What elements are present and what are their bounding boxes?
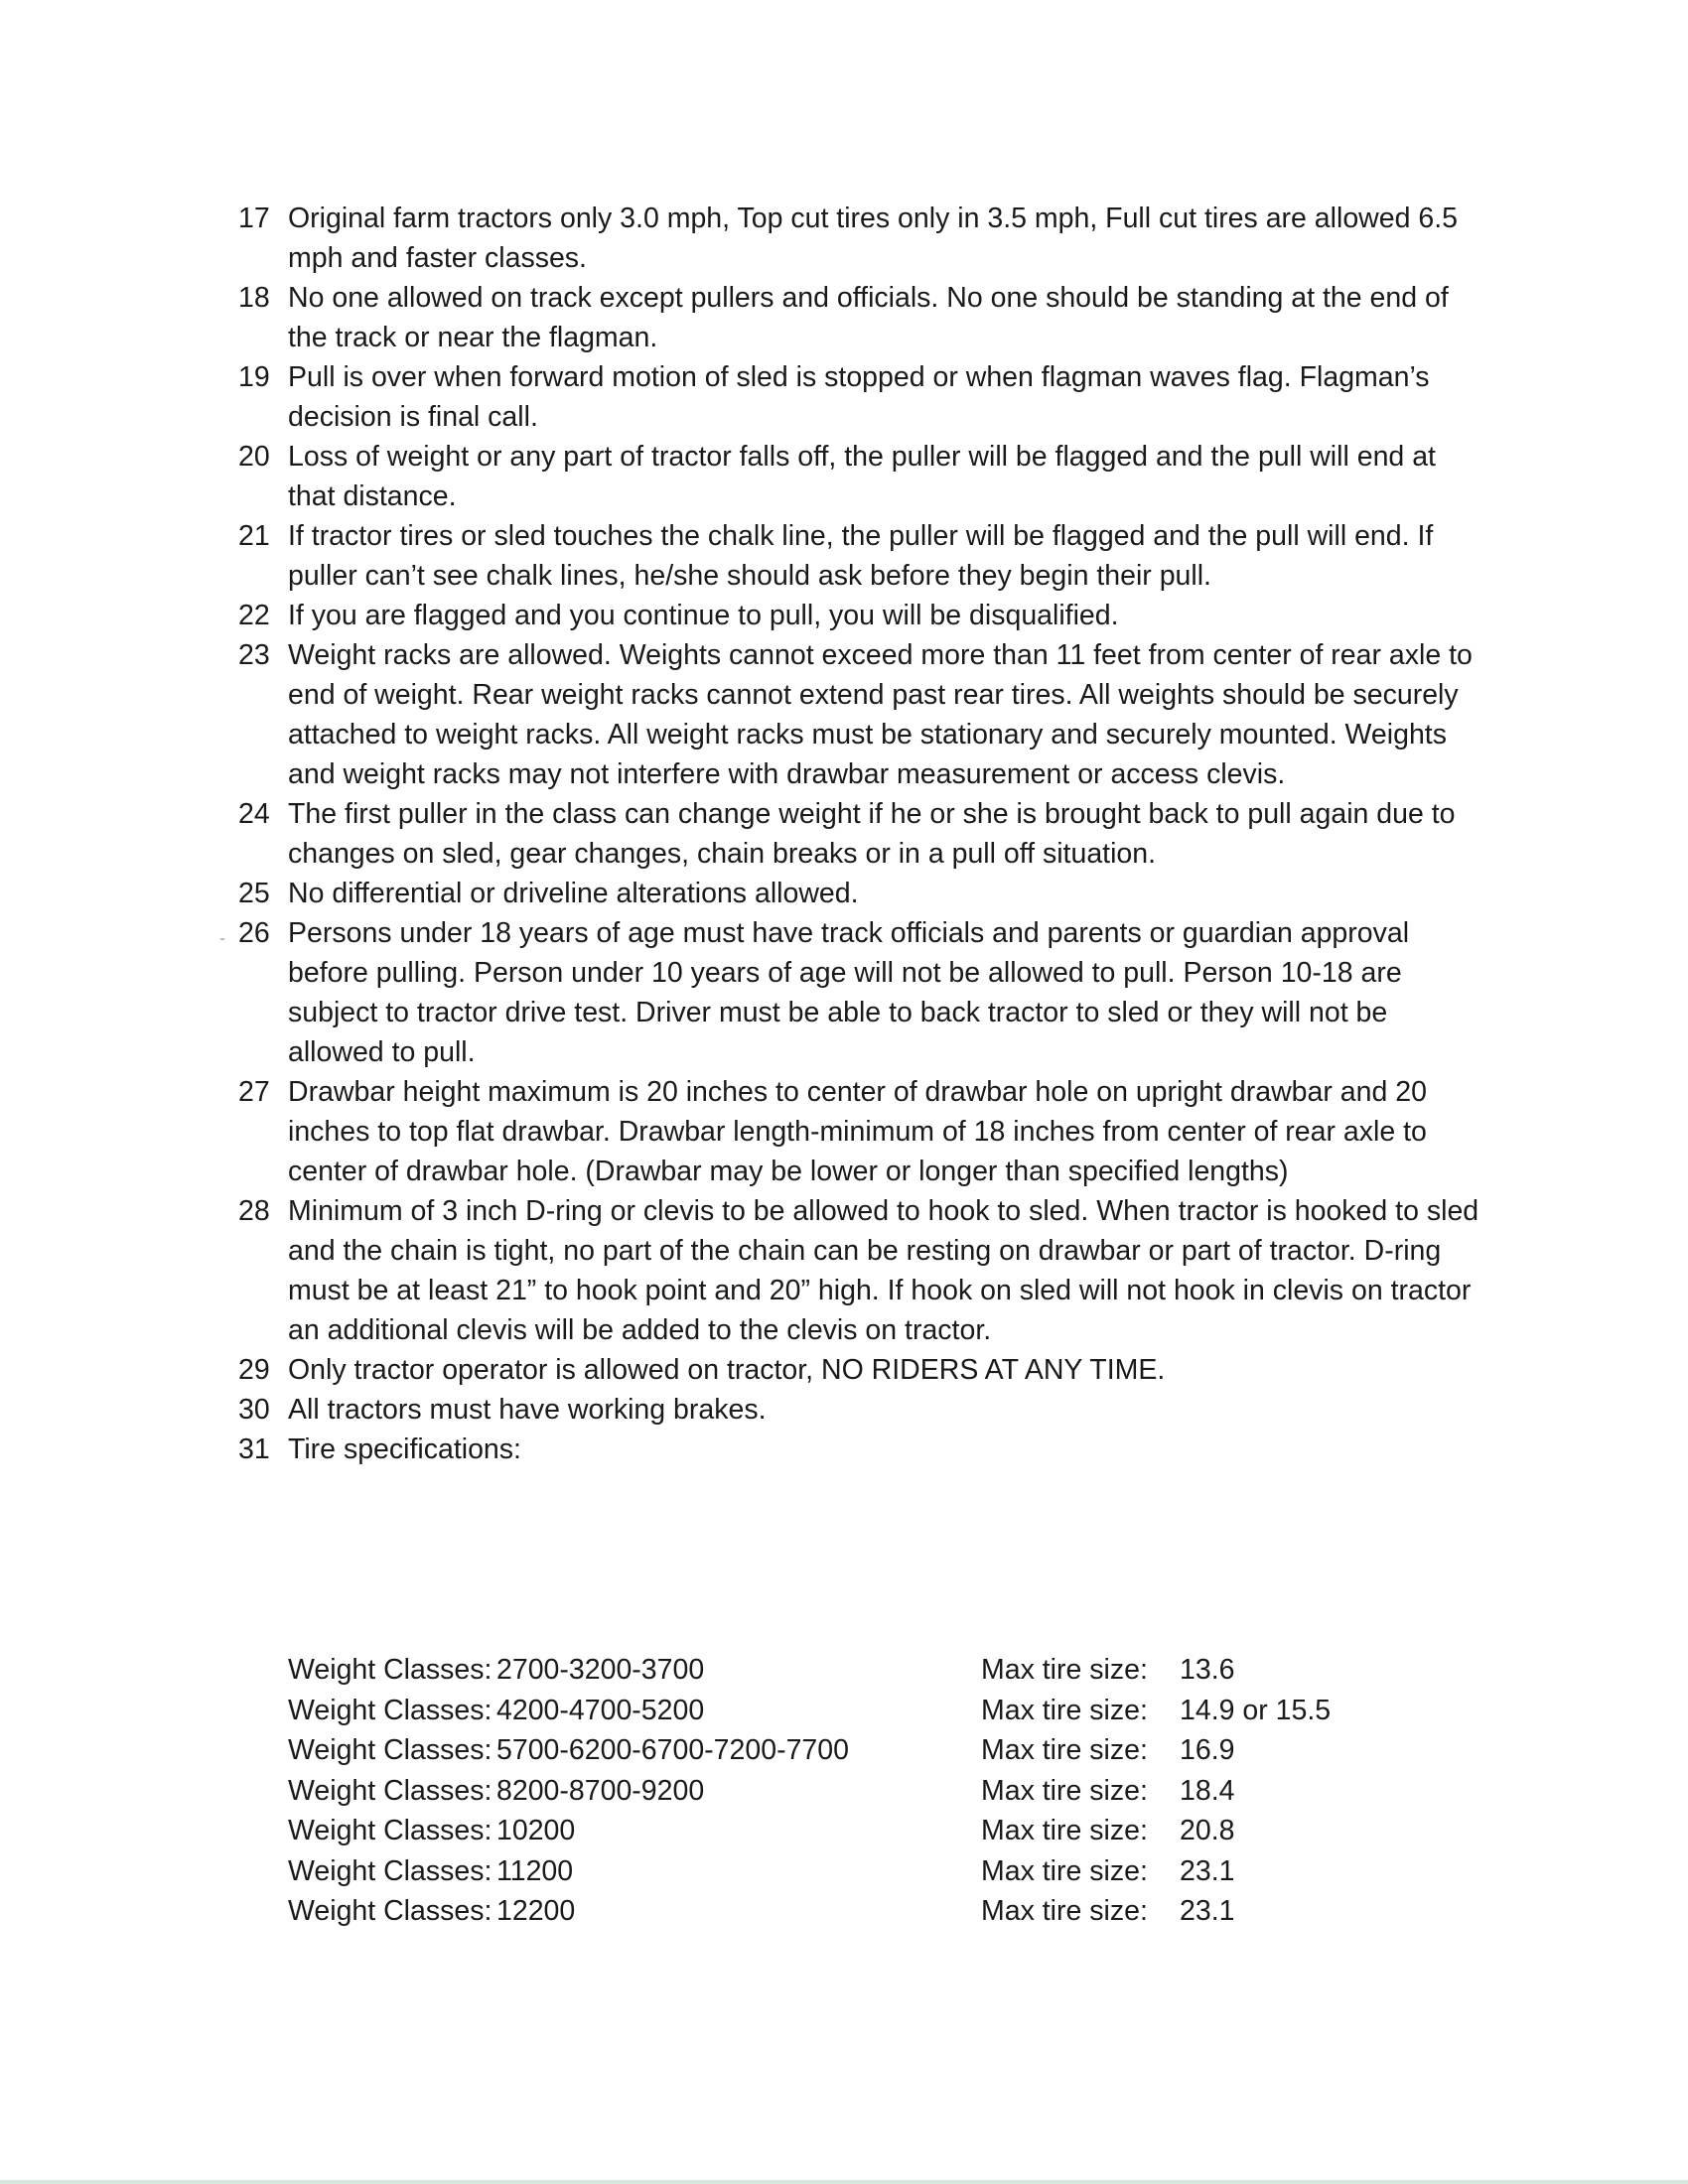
rule-number: 24 (238, 798, 270, 830)
rule-text: Drawbar height maximum is 20 inches to center of drawbar hole on upright drawbar and 20 inches to top flat drawbar. Drawbar length-minimum of 18 inches from center of rear axle to center of drawbar hole. (Drawbar may be lower or longer than specified lengths) (288, 1076, 1427, 1187)
weight-classes-value: 4200-4700-5200 (496, 1694, 705, 1726)
rule-number: 31 (238, 1433, 270, 1465)
max-tire-size-label: Max tire size: (981, 1694, 1148, 1726)
tire-spec-row (288, 1891, 1380, 1932)
weight-classes-value: 5700-6200-6700-7200-7700 (496, 1734, 849, 1766)
rule-item (238, 1072, 1489, 1191)
max-tire-size-label: Max tire size: (981, 1895, 1148, 1927)
rule-text: All tractors must have working brakes. (288, 1394, 767, 1426)
weight-classes-label: Weight Classes: (288, 1774, 492, 1807)
weight-classes-value: 8200-8700-9200 (496, 1774, 705, 1807)
max-tire-size-value: 13.6 (1180, 1654, 1235, 1686)
rule-text: The first puller in the class can change weight if he or she is brought back to pull again due to changes on sled, gear changes, chain breaks or in a pull off situation. (288, 798, 1456, 870)
rule-number: 20 (238, 441, 270, 473)
max-tire-size-value: 14.9 or 15.5 (1180, 1694, 1332, 1726)
rule-item (238, 913, 1489, 1072)
tire-spec-row (288, 1691, 1380, 1731)
rule-number: 18 (238, 282, 270, 314)
rule-item (238, 1350, 1489, 1390)
rule-text: No differential or driveline alterations allowed. (288, 878, 859, 909)
rule-number: 17 (238, 203, 270, 234)
tire-spec-row (288, 1650, 1380, 1691)
rule-text: Persons under 18 years of age must have track officials and parents or guardian approval before pulling. Person under 10 years of age will not be allowed to pull. Person 10-18 are subject to tractor drive test. Driver must be able to back tractor to sled or they will not be allowed to pull. (288, 917, 1410, 1068)
max-tire-size-value: 16.9 (1180, 1734, 1235, 1766)
rule-number: 26 (238, 917, 270, 949)
rule-text: Weight racks are allowed. Weights cannot exceed more than 11 feet from center of rear axle to end of weight. Rear weight racks cannot extend past rear tires. All weights should be securely attached to weight racks. All weight racks must be stationary and securely mounted. Weights and weight racks may not interfere with drawbar measurement or access clevis. (288, 639, 1473, 790)
weight-classes-value: 10200 (496, 1815, 576, 1846)
weight-classes-label: Weight Classes: (288, 1815, 492, 1846)
tire-spec-table (288, 1650, 1380, 1932)
rule-number: 25 (238, 878, 270, 909)
max-tire-size-label: Max tire size: (981, 1774, 1148, 1807)
rule-number: 29 (238, 1354, 270, 1386)
rule-item (238, 794, 1489, 874)
rule-text: Only tractor operator is allowed on tractor, NO RIDERS AT ANY TIME. (288, 1354, 1166, 1386)
rule-text: No one allowed on track except pullers and officials. No one should be standing at the end of the track or near the flagman. (288, 282, 1449, 353)
rule-item (238, 516, 1489, 596)
rule-item (238, 437, 1489, 516)
rule-text: If tractor tires or sled touches the chalk line, the puller will be flagged and the pull will end. If puller can’t see chalk lines, he/she should ask before they begin their pull. (288, 520, 1434, 592)
rule-text: Minimum of 3 inch D-ring or clevis to be allowed to hook to sled. When tractor is hooked to sled and the chain is tight, no part of the chain can be resting on drawbar or part of tractor. D-ring must be at least 21” to hook point and 20” high. If hook on sled will not hook in clevis on tractor an additional clevis will be added to the clevis on tractor. (288, 1195, 1479, 1346)
max-tire-size-value: 23.1 (1180, 1854, 1235, 1887)
rule-text: Loss of weight or any part of tractor falls off, the puller will be flagged and the pull will end at that distance. (288, 441, 1436, 512)
rule-number: 23 (238, 639, 270, 671)
rule-number: 28 (238, 1195, 270, 1227)
rule-text: Pull is over when forward motion of sled is stopped or when flagman waves flag. Flagman’s decision is final call. (288, 361, 1430, 433)
rule-item (238, 357, 1489, 437)
max-tire-size-value: 23.1 (1180, 1895, 1235, 1927)
rule-item (238, 874, 1489, 913)
rule-item (238, 635, 1489, 794)
rule-number: 27 (238, 1076, 270, 1108)
rule-number: 19 (238, 361, 270, 393)
scan-edge (0, 2180, 1688, 2184)
rule-text: Tire specifications: (288, 1433, 521, 1465)
tire-spec-row (288, 1730, 1380, 1771)
scan-mark (220, 938, 224, 940)
weight-classes-label: Weight Classes: (288, 1654, 492, 1686)
tire-spec-row (288, 1771, 1380, 1812)
weight-classes-value: 12200 (496, 1895, 576, 1927)
max-tire-size-label: Max tire size: (981, 1654, 1148, 1686)
rule-item (238, 1191, 1489, 1350)
rules-list (238, 199, 1489, 1469)
rule-number: 22 (238, 600, 270, 631)
rule-text: Original farm tractors only 3.0 mph, Top cut tires only in 3.5 mph, Full cut tires are allowed 6.5 mph and faster classes. (288, 203, 1458, 274)
rule-item (238, 1430, 1489, 1469)
max-tire-size-label: Max tire size: (981, 1734, 1148, 1766)
rule-number: 21 (238, 520, 270, 552)
rule-item (238, 596, 1489, 635)
rule-number: 30 (238, 1394, 270, 1426)
max-tire-size-value: 18.4 (1180, 1774, 1235, 1807)
rule-text: If you are flagged and you continue to pull, you will be disqualified. (288, 600, 1119, 631)
rule-item (238, 1390, 1489, 1430)
rule-item (238, 199, 1489, 278)
weight-classes-label: Weight Classes: (288, 1854, 492, 1887)
tire-spec-row (288, 1851, 1380, 1892)
max-tire-size-label: Max tire size: (981, 1815, 1148, 1846)
weight-classes-label: Weight Classes: (288, 1895, 492, 1927)
weight-classes-value: 11200 (496, 1854, 574, 1887)
rule-item (238, 278, 1489, 357)
weight-classes-value: 2700-3200-3700 (496, 1654, 705, 1686)
max-tire-size-label: Max tire size: (981, 1854, 1148, 1887)
tire-spec-row (288, 1811, 1380, 1851)
max-tire-size-value: 20.8 (1180, 1815, 1235, 1846)
weight-classes-label: Weight Classes: (288, 1734, 492, 1766)
weight-classes-label: Weight Classes: (288, 1694, 492, 1726)
